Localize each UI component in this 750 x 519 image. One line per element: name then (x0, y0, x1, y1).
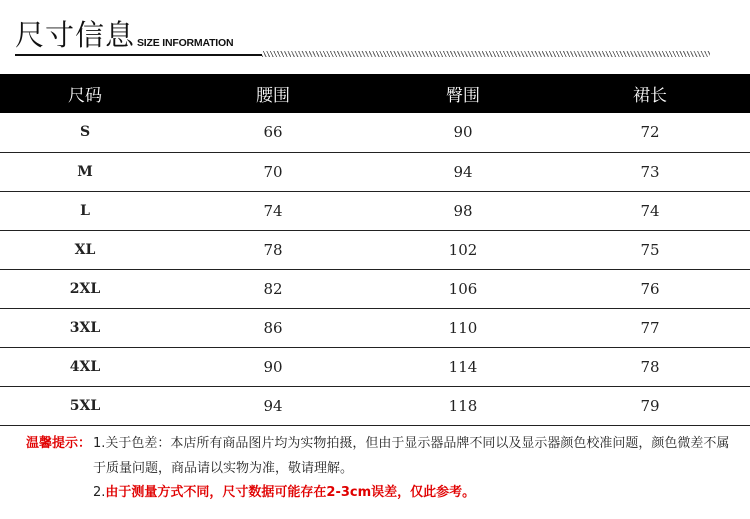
cell-waist: 82 (170, 269, 376, 308)
cell-hip: 118 (376, 386, 550, 425)
cell-hip: 110 (376, 308, 550, 347)
column-header-length: 裙长 (550, 74, 750, 113)
cell-hip: 102 (376, 230, 550, 269)
cell-size: 5XL (0, 386, 170, 425)
cell-size: S (0, 113, 170, 152)
cell-size: L (0, 191, 170, 230)
cell-size: 4XL (0, 347, 170, 386)
cell-size: M (0, 152, 170, 191)
column-header-size: 尺码 (0, 74, 170, 113)
cell-waist: 74 (170, 191, 376, 230)
cell-waist: 66 (170, 113, 376, 152)
cell-hip: 106 (376, 269, 550, 308)
table-row (0, 269, 750, 308)
cell-size: 2XL (0, 269, 170, 308)
notes-label: 温馨提示： (26, 436, 92, 451)
page-title: 尺寸信息 (15, 18, 136, 52)
cell-length: 78 (550, 347, 750, 386)
page-subtitle: SIZE INFORMATION (137, 37, 234, 49)
cell-length: 77 (550, 308, 750, 347)
note-measurement-text: 由于测量方式不同，尺寸数据可能存在2-3cm误差，仅此参考。 (105, 485, 476, 500)
cell-length: 75 (550, 230, 750, 269)
column-header-waist: 腰围 (170, 74, 376, 113)
cell-waist: 94 (170, 386, 376, 425)
table-row (0, 191, 750, 230)
title-underline (15, 54, 262, 56)
cell-length: 73 (550, 152, 750, 191)
note-measurement-error (93, 480, 475, 505)
cell-size: XL (0, 230, 170, 269)
cell-waist: 86 (170, 308, 376, 347)
cell-hip: 98 (376, 191, 550, 230)
table-header-row (0, 74, 750, 113)
cell-length: 72 (550, 113, 750, 152)
decorative-hatch-line (262, 51, 710, 57)
column-header-hip: 臀围 (376, 74, 550, 113)
cell-size: 3XL (0, 308, 170, 347)
table-row (0, 386, 750, 425)
cell-waist: 90 (170, 347, 376, 386)
size-table (0, 74, 750, 426)
table-row (0, 308, 750, 347)
cell-length: 79 (550, 386, 750, 425)
table-row (0, 113, 750, 152)
cell-length: 76 (550, 269, 750, 308)
cell-hip: 90 (376, 113, 550, 152)
cell-length: 74 (550, 191, 750, 230)
note-number: 2. (93, 485, 106, 500)
cell-waist: 70 (170, 152, 376, 191)
table-row (0, 230, 750, 269)
cell-hip: 94 (376, 152, 550, 191)
note-color-difference: 1.关于色差：本店所有商品图片均为实物拍摄，但由于显示器品牌不同以及显示器颜色校准问题，颜色微差不属于质量问题，商品请以实物为准，敬请理解。 (93, 436, 730, 476)
table-row (0, 347, 750, 386)
table-row (0, 152, 750, 191)
cell-waist: 78 (170, 230, 376, 269)
cell-hip: 114 (376, 347, 550, 386)
